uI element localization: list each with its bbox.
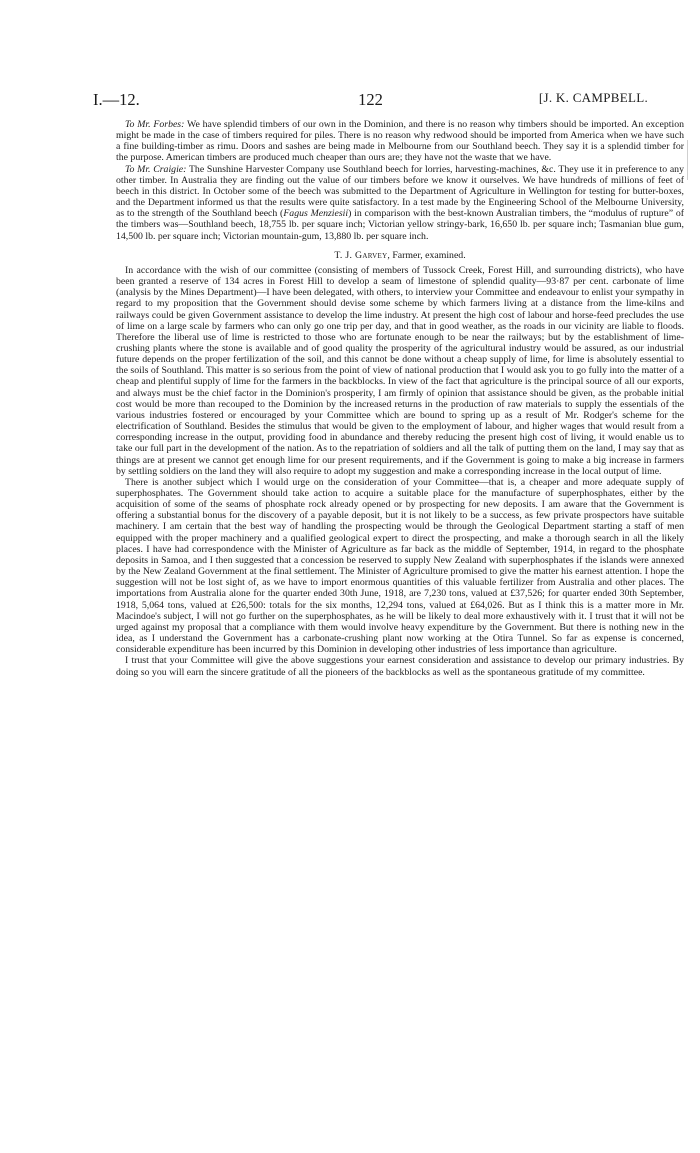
witness-role: , Farmer, examined. <box>387 249 466 261</box>
page-header <box>93 90 648 110</box>
paragraph-forbes-text: We have splendid timbers of our own in the Dominion, and there is no reason why timbers should be imported. An exception might be made in the case of timbers required for piles. There is no reason why redwood should be imported from America when we have such a fine building-timber as rimu. Doors and sashes are being made in Melbourne from our Southland beech. They say it is a splendid timber for the purpose. American timbers are produced much cheaper than ours are; they have not the waste that we have. <box>116 119 684 164</box>
witness-running-head: [J. K. CAMPBELL. <box>538 90 648 105</box>
paragraph-craigie-text-b: ) in comparison with the best-known Australian timbers, the “modulus of rupture” of the timbers was—Southland beech, 18,755 lb. per square inch; Victorian yellow stringy-bark, 16,650 lb. per square inch; Tasmanian blue gum, 14,500 lb. per square inch; Victorian mountain-gum, 13,880 lb. per square inch. <box>116 208 684 242</box>
paragraph-lime: In accordance with the wish of our committee (consisting of members of Tussock Creek, Forest Hill, and surrounding districts), who have been granted a reserve of 134 acres in Forest Hill to develop a seam of limestone of splendid quality—93·87 per cent. carbonate of lime (analysis by the Mines Department)—I have been delegated, with others, to interview your Committee and endeavour to enlist your sympathy in regard to my proposition that the Government should devise some scheme by which farmers living at a distance from the lime-kilns and railways could be given Government assistance to develop the lime industry. At present the high cost of labour and horse-feed precludes the use of lime on a large scale by farmers who can only go one trip per day, and that in good weather, as the roads in our vicinity are liable to floods. Therefore the liberal use of lime is restricted to those who are fortunate enough to be near the railways; but by the establishment of lime-crushing plants where the stone is available and of good quality the prosperity of the agricultural industry would be assured, as our industrial future depends on the proper fertilization of the soil, and this cannot be done without a cheap supply of lime, for lime is absolutely essential to the soils of Southland. This matter is so serious from the point of view of national production that I would ask you to go fully into the matter of a cheap and plentiful supply of lime for the farmers in the backblocks. In view of the fact that agriculture is the principal source of all our exports, and always must be the chief factor in the Dominion's prosperity, I am firmly of opinion that assistance should be given, as the probable initial cost would be more than recouped to the Dominion by the increased returns in the production of raw materials to supply the essentials of the various industries fostered or encouraged by your Committee which are bound to spring up as a result of Mr. Rodger's scheme for the electrification of Southland. Besides the stimulus that would be given to the employment of labour, and higher wages that would result from a corresponding increase in the output, providing food in abundance and thereby reducing the present high cost of living, it would enable us to take our full part in the development of the nation. As to the repatriation of soldiers and all the talk of putting them on the land, I may say that as things are at present we cannot get enough lime for our present requirements, and if the Government is going to make a big increase in farmers by settling soldiers on the land they will also require to adopt my suggestion and make a corresponding increase in the local output of lime. <box>116 264 684 477</box>
document-reference: I.—12. <box>93 90 140 109</box>
species-name: Fagus Menziesii <box>283 208 349 220</box>
paragraph-closing: I trust that your Committee will give the above suggestions your earnest consideration and assistance to develop our primary industries. By doing so you will earn the sincere gratitude of all the pioneers of the backblocks as well as the spontaneous gratitude of my committee. <box>116 655 684 678</box>
paragraph-craigie-text-a: The Sunshine Harvester Company use Southland beech for lorries, harvesting-machines, &c. They use it in preference to any other timber. In Australia they are finding out the value of our timbers before we know it ourselves. We have hundreds of millions of feet of beech in this district. In October some of the beech was submitted to the Department of Agriculture in Wellington for testing for butter-boxes, and the Department informed us that the results were quite satisfactory. In a test made by the Engineering School of the Melbourne University, as to the strength of the Southland beech ( <box>116 163 684 220</box>
evidence-text <box>116 119 684 678</box>
page-edge-line <box>687 140 688 180</box>
paragraph-forbes <box>116 119 684 164</box>
paragraph-superphosphates: There is another subject which I would urge on the consideration of your Committee—that is, a cheaper and more adequate supply of superphosphates. The Government should take action to acquire a suitable place for the manufacture of superphosphates, either by the acquisition of some of the seams of phosphate rock already opened or by prospecting for new deposits. I am aware that the Government is offering a substantial bonus for the discovery of a payable deposit, but it is not likely to be a success, as few private prospectors have suitable machinery. I am certain that the best way of handling the prospecting would be through the Geological Department starting a staff of men equipped with the proper machinery and a qualified geological expert to direct the prospecting, and make a thorough search in all the likely places. I have had correspondence with the Minister of Agriculture as far back as the middle of September, 1914, in regard to the phosphate deposits in Samoa, and I then suggested that a concession be reserved to supply New Zealand with superphosphates if the islands were annexed by the New Zealand Government at the final settlement. The Minister of Agriculture promised to give the matter his earnest attention. I hope the suggestion will not be lost sight of, as we have to import enormous quantities of this valuable fertilizer from Australia and other places. The importations from Australia alone for the quarter ended 30th June, 1918, are 7,230 tons, valued at £37,526; for quarter ended 30th September, 1918, 5,064 tons, valued at £26,500: totals for the six months, 12,294 tons, valued at £64,026. But as I think this is a matter more in Mr. Macindoe's subject, I will not go further on the superphosphates, as he will be likely to deal more exhaustively with it. I trust that it will not be urged against my proposal that a compliance with them would involve heavy expenditure by the Government. But there is nothing new in the idea, as I understand the Government has a carbonate-crushing plant now working at the Otira Tunnel. So far as expense is concerned, considerable expenditure has been incurred by this Dominion in developing other industries of less importance than agriculture. <box>116 476 684 656</box>
paragraph-craigie <box>116 164 684 242</box>
addressee-craigie: To Mr. Craigie: <box>125 163 187 175</box>
page-number: 122 <box>358 90 383 109</box>
addressee-forbes: To Mr. Forbes: <box>125 119 185 130</box>
witness-heading <box>116 250 684 261</box>
witness-name: T. J. Garvey <box>334 249 388 261</box>
